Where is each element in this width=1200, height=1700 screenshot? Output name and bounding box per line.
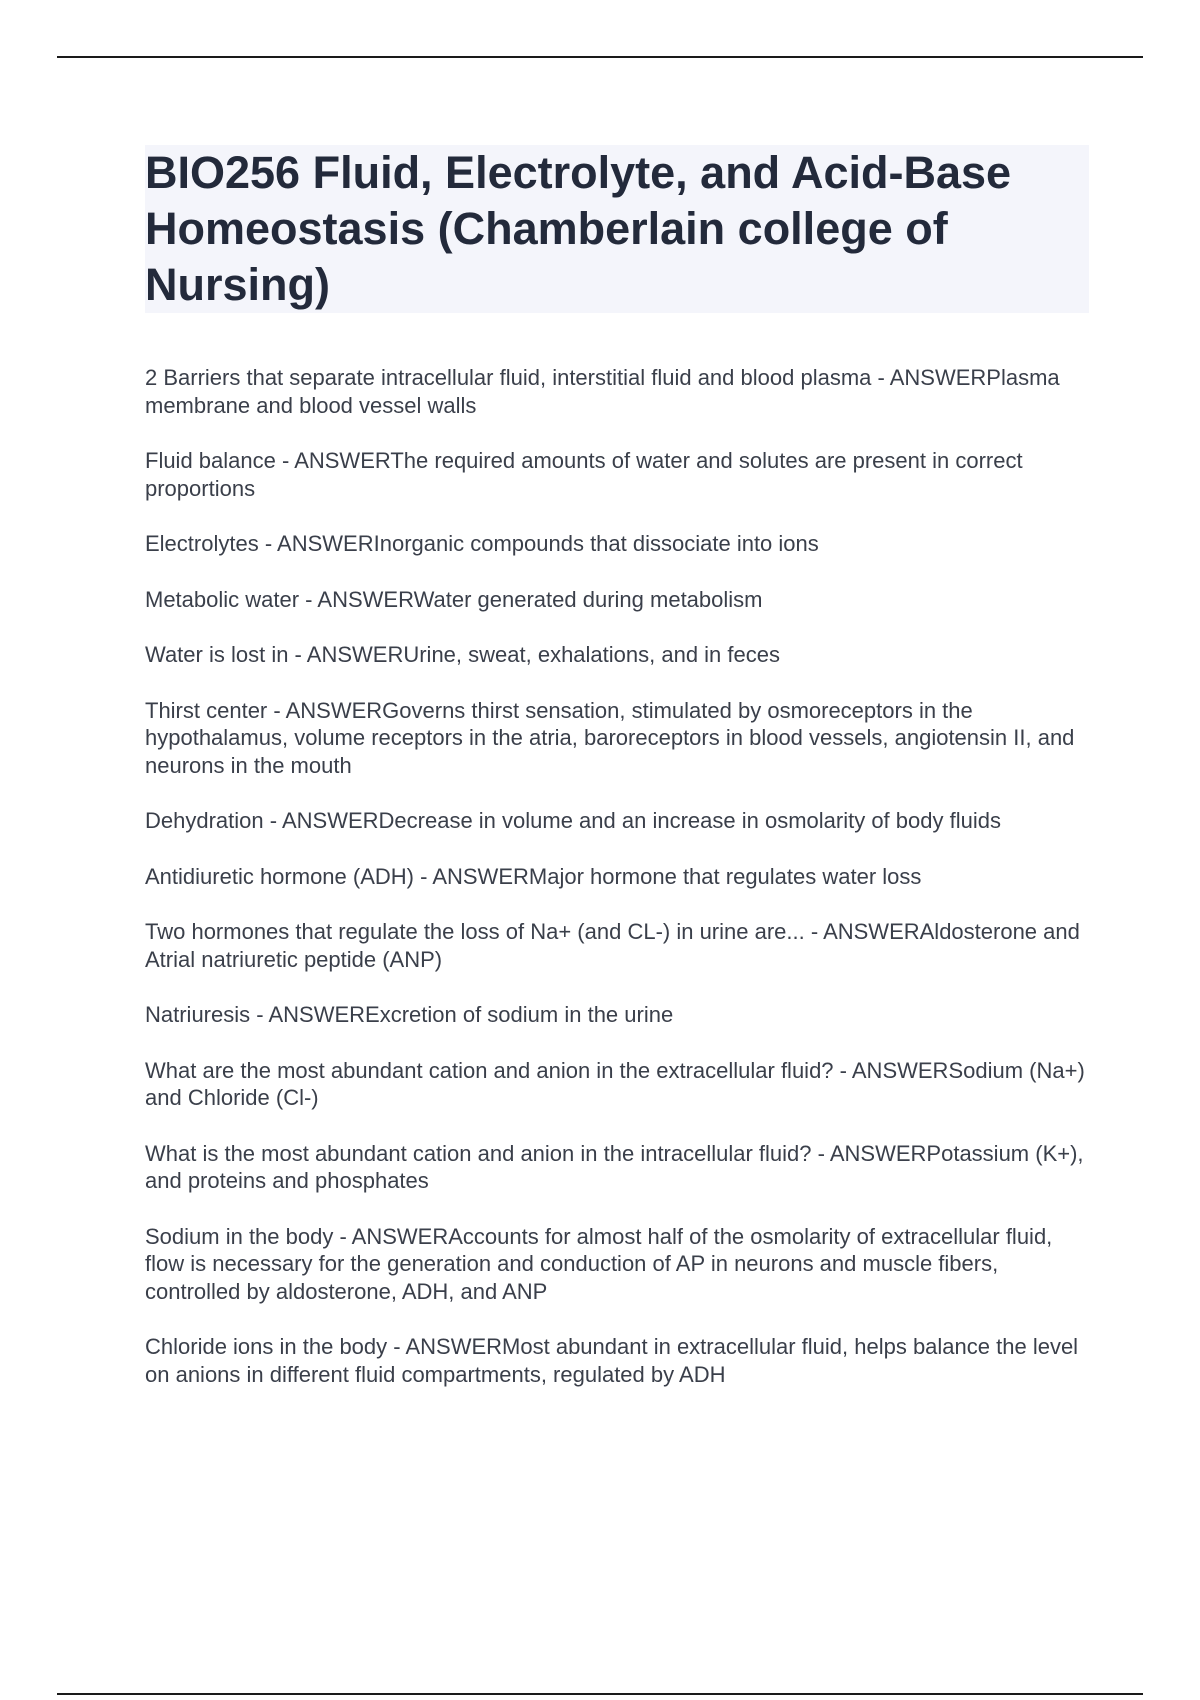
qa-item: Water is lost in - ANSWERUrine, sweat, exhalations, and in feces — [145, 642, 780, 667]
qa-item: Electrolytes - ANSWERInorganic compounds that dissociate into ions — [145, 531, 819, 556]
qa-item: Fluid balance - ANSWERThe required amounts of water and solutes are present in correct proportions — [145, 448, 1023, 501]
qa-item: Two hormones that regulate the loss of Na+ (and CL-) in urine are... - ANSWERAldosterone and Atrial natriuretic peptide (ANP) — [145, 919, 1080, 972]
bottom-divider — [57, 1693, 1143, 1695]
qa-item: Chloride ions in the body - ANSWERMost abundant in extracellular fluid, helps balance the level on anions in different fluid compartments, regulated by ADH — [145, 1334, 1079, 1387]
qa-item: Antidiuretic hormone (ADH) - ANSWERMajor hormone that regulates water loss — [145, 863, 922, 889]
qa-item: Dehydration - ANSWERDecrease in volume and an increase in osmolarity of body fluids — [145, 808, 1001, 833]
qa-item: What are the most abundant cation and anion in the extracellular fluid? - ANSWERSodium (Na+) and Chloride (Cl-) — [145, 1057, 1085, 1110]
qa-item: Thirst center - ANSWERGoverns thirst sensation, stimulated by osmoreceptors in the hypothalamus, volume receptors in the atria, baroreceptors in blood vessels, angiotensin II, and neurons in the mouth — [145, 697, 1075, 778]
top-divider — [57, 56, 1143, 58]
document-title: BIO256 Fluid, Electrolyte, and Acid-Base Homeostasis (Chamberlain college of Nursing) — [145, 147, 1012, 310]
qa-item: 2 Barriers that separate intracellular fluid, interstitial fluid and blood plasma - ANSWERPlasma membrane and blood vessel walls — [145, 365, 1060, 418]
qa-item: Metabolic water - ANSWERWater generated during metabolism — [145, 586, 763, 612]
qa-item: Natriuresis - ANSWERExcretion of sodium in the urine — [145, 1002, 674, 1027]
title-block — [145, 145, 1089, 313]
qa-item: Sodium in the body - ANSWERAccounts for almost half of the osmolarity of extracellular fluid, flow is necessary for the generation and conduction of AP in neurons and muscle fibers, controlled by aldosterone, ADH, and ANP — [145, 1223, 1053, 1304]
qa-item: What is the most abundant cation and anion in the intracellular fluid? - ANSWERPotassium (K+), and proteins and phosphates — [145, 1140, 1084, 1193]
qa-list — [145, 364, 1095, 1416]
